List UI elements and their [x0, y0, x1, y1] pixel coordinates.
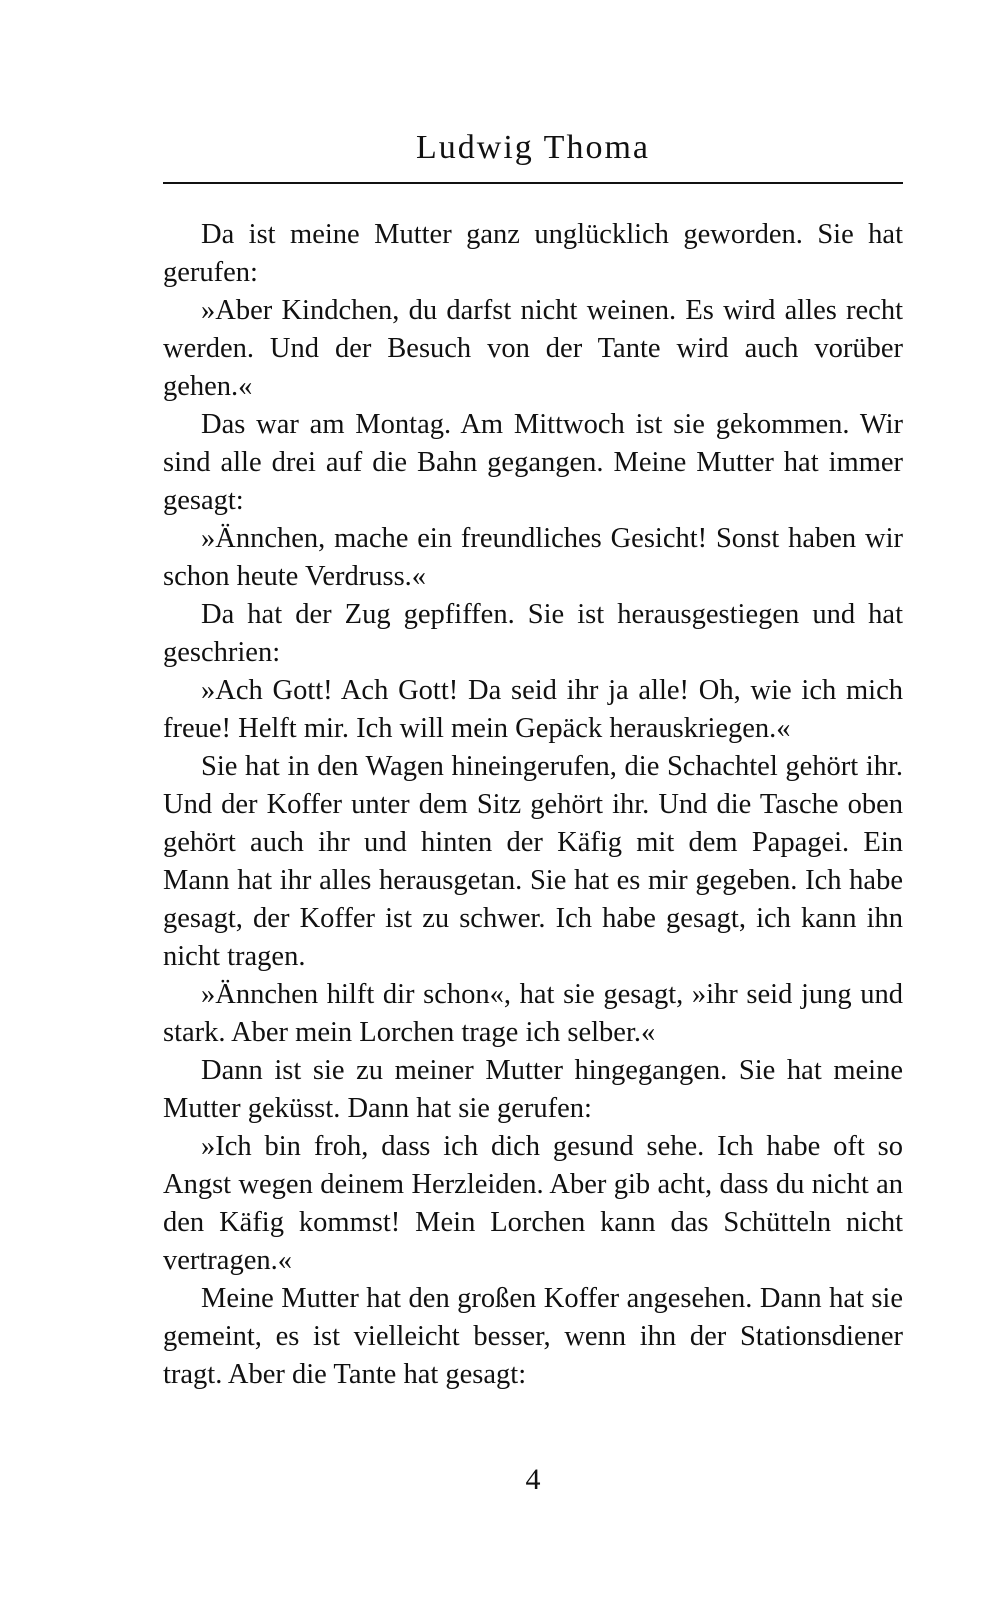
- paragraph: Das war am Montag. Am Mittwoch ist sie gekommen. Wir sind alle drei auf die Bahn gegangen. Meine Mutter hat immer gesagt:: [163, 409, 903, 516]
- paragraph: »Ach Gott! Ach Gott! Da seid ihr ja alle! Oh, wie ich mich freue! Helft mir. Ich will mein Gepäck herauskriegen.«: [163, 675, 903, 744]
- paragraph: Dann ist sie zu meiner Mutter hingegangen. Sie hat meine Mutter geküsst. Dann hat sie gerufen:: [163, 1055, 903, 1124]
- running-header-author: Ludwig Thoma: [416, 129, 650, 166]
- paragraph: Da ist meine Mutter ganz unglücklich geworden. Sie hat gerufen:: [163, 219, 903, 288]
- paragraph: »Ännchen, mache ein freundliches Gesicht! Sonst haben wir schon heute Verdruss.«: [163, 523, 903, 592]
- page-number: 4: [525, 1463, 541, 1496]
- paragraph: »Ich bin froh, dass ich dich gesund sehe. Ich habe oft so Angst wegen deinem Herzleiden. Aber gib acht, dass du nicht an den Käfig kommst! Mein Lorchen kann das Schütteln nicht vertragen.«: [163, 1131, 903, 1276]
- paragraph: »Aber Kindchen, du darfst nicht weinen. Es wird alles recht werden. Und der Besuch von der Tante wird auch vorüber gehen.«: [163, 295, 903, 402]
- header-rule: [163, 182, 903, 184]
- paragraph: »Ännchen hilft dir schon«, hat sie gesagt, »ihr seid jung und stark. Aber mein Lorchen trage ich selber.«: [163, 979, 903, 1048]
- body-text: [163, 216, 903, 1394]
- paragraph: Meine Mutter hat den großen Koffer angesehen. Dann hat sie gemeint, es ist vielleicht besser, wenn ihn der Stationsdiener tragt. Aber die Tante hat gesagt:: [163, 1283, 903, 1390]
- paragraph: Da hat der Zug gepfiffen. Sie ist herausgestiegen und hat geschrien:: [163, 599, 903, 668]
- paragraph: Sie hat in den Wagen hineingerufen, die Schachtel gehört ihr. Und der Koffer unter dem Sitz gehört ihr. Und die Tasche oben gehört auch ihr und hinten der Käfig mit dem Papagei. Ein Mann hat ihr alles herausgetan. Sie hat es mir gegeben. Ich habe gesagt, der Koffer ist zu schwer. Ich habe gesagt, ich kann ihn nicht tragen.: [163, 751, 903, 972]
